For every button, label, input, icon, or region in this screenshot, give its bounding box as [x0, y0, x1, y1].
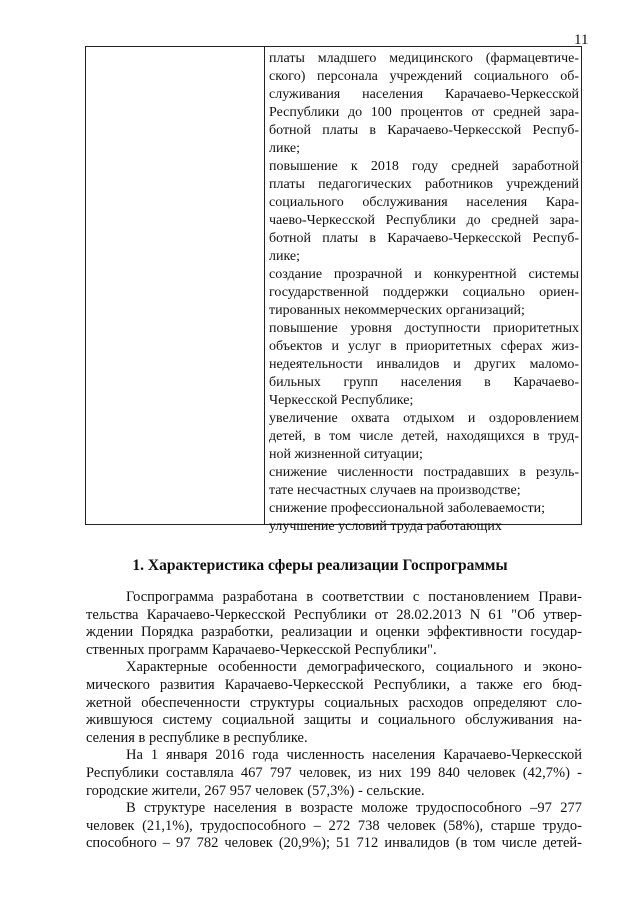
- paragraph-line: ждении Порядка разработки, реализации и оценки эффективности государ-: [86, 624, 582, 641]
- table-left-cell: [86, 47, 264, 524]
- paragraph-line: жетной обеспеченности структуры социальных расходов определяют сло-: [86, 694, 582, 711]
- table-cell-line: тате несчастных случаев на производстве;: [269, 483, 521, 498]
- paragraph-line: мического развития Карачаево-Черкесской Республики, а также его бюд-: [86, 676, 582, 693]
- section-heading: 1. Характеристика сферы реализации Госпрограммы: [132, 557, 508, 574]
- table-cell-line: ского) персонала учреждений социального об-: [269, 69, 579, 84]
- targets-table: [85, 46, 582, 534]
- paragraph-line: Республики составляла 467 797 человек, из них 199 840 человек (42,7%) -: [86, 764, 582, 781]
- body-text: [86, 589, 582, 853]
- table-cell-line: ботной платы в Карачаево-Черкесской Респуб-: [269, 123, 579, 138]
- paragraph-line: На 1 января 2016 года численность населения Карачаево-Черкесской: [126, 747, 582, 764]
- paragraph-line: городские жители, 267 957 человек (57,3%) - сельские.: [86, 782, 425, 799]
- table-cell-line: чаево-Черкесской Республики до средней зара-: [269, 213, 579, 228]
- paragraph-line: селения в республике в республике.: [86, 729, 308, 746]
- table-cell-line: лике;: [269, 141, 301, 156]
- table-cell-line: снижение численности пострадавших в резуль-: [269, 465, 579, 480]
- paragraph-line: В структуре населения в возрасте моложе трудоспособного –97 277: [126, 800, 582, 817]
- table-cell-line: улучшение условий труда работающих: [269, 519, 502, 534]
- paragraph-line: Характерные особенности демографического, социального и эконо-: [126, 659, 582, 676]
- table-cell-line: детей, в том числе детей, находящихся в труд-: [269, 429, 579, 444]
- paragraph-line: жившуюся систему социальной защиты и социального обслуживания на-: [86, 712, 582, 729]
- table-cell-line: служивания населения Карачаево-Черкесской: [269, 87, 579, 102]
- table-cell-line: снижение профессиональной заболеваемости;: [269, 501, 545, 516]
- paragraph-line: Госпрограмма разработана в соответствии с постановлением Прави-: [126, 589, 582, 605]
- table-cell-line: Черкесской Республике;: [269, 393, 414, 408]
- table-column-divider: [264, 47, 265, 524]
- table-cell-line: недеятельности инвалидов и других маломо-: [269, 357, 579, 372]
- table-cell-line: государственной поддержки социально ориен-: [269, 285, 579, 300]
- table-cell-line: социального обслуживания населения Кара-: [269, 195, 579, 210]
- paragraph-line: тельства Карачаево-Черкесской Республики от 28.02.2013 N 61 "Об утвер-: [86, 606, 582, 623]
- table-cell-line: платы младшего медицинского (фармацевтиче-: [269, 51, 579, 66]
- table-cell-line: бильных групп населения в Карачаево-: [269, 375, 579, 390]
- table-cell-line: создание прозрачной и конкурентной системы: [269, 267, 579, 282]
- table-cell-line: объектов и услуг в приоритетных сферах жиз-: [269, 339, 579, 354]
- table-cell-line: ботной платы в Карачаево-Черкесской Респуб-: [269, 231, 579, 246]
- table-cell-line: лике;: [269, 249, 301, 264]
- table-cell-line: Республики до 100 процентов от средней зара-: [269, 105, 579, 120]
- table-cell-line: тированных некоммерческих организаций;: [269, 303, 525, 318]
- paragraph-line: способного – 97 782 человек (20,9%); 51 712 инвалидов (в том числе детей-: [86, 835, 582, 852]
- table-cell-line: увеличение охвата отдыхом и оздоровлением: [269, 411, 579, 426]
- table-cell-line: повышение уровня доступности приоритетных: [269, 321, 579, 336]
- table-right-cell: [269, 50, 579, 536]
- paragraph-line: человек (21,1%), трудоспособного – 272 738 человек (58%), старше трудо-: [86, 817, 582, 834]
- paragraph-line: ственных программ Карачаево-Черкесской Республики".: [86, 641, 437, 658]
- table-cell-line: повышение к 2018 году средней заработной: [269, 159, 579, 174]
- page-number: 11: [574, 32, 589, 48]
- table-cell-line: ной жизненной ситуации;: [269, 447, 423, 462]
- table-cell-line: платы педагогических работников учреждений: [269, 177, 579, 192]
